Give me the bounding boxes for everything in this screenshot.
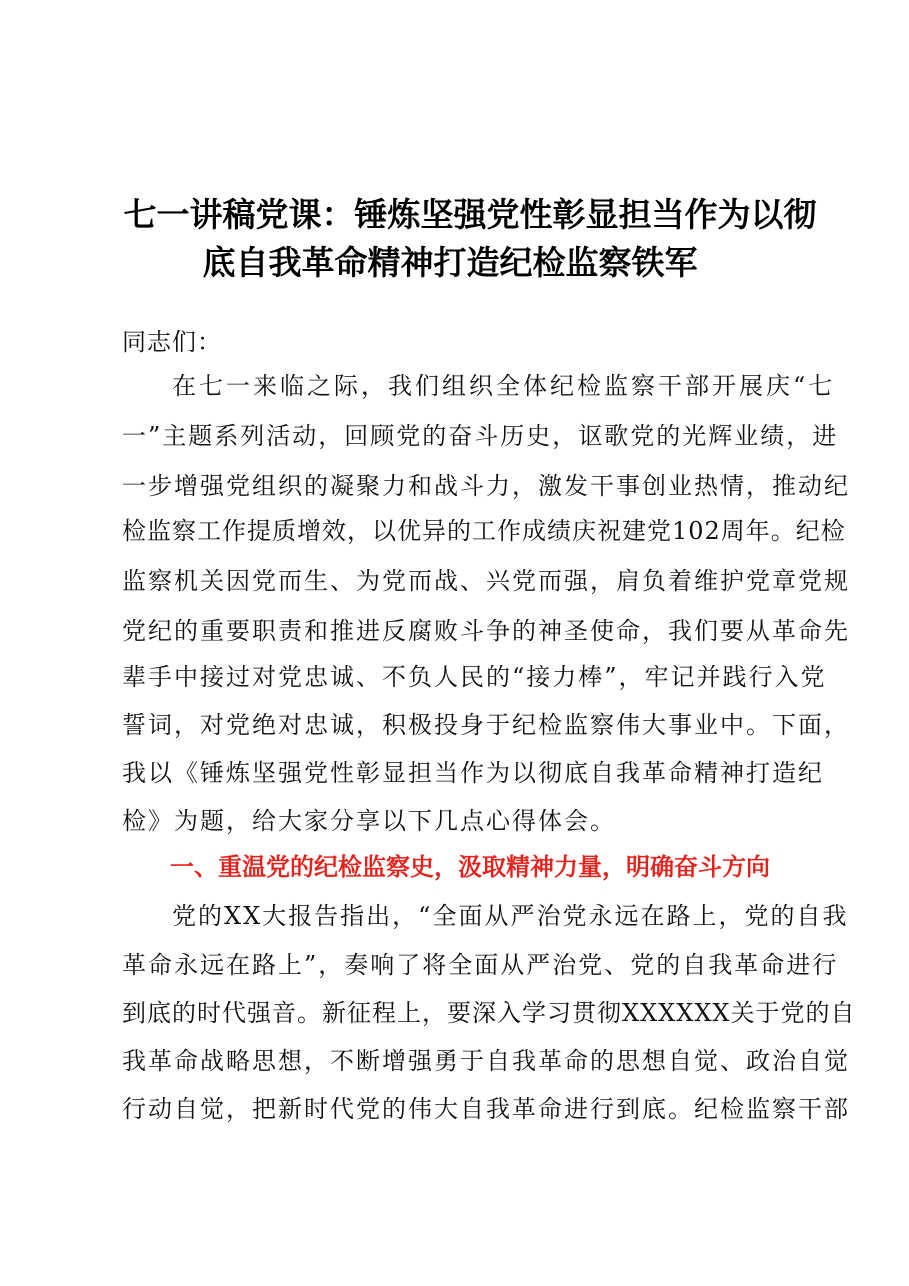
paragraph-2-line: 我革命战略思想，不断增强勇于自我革命的思想自觉、政治自觉 xyxy=(122,1047,850,1075)
paragraph-1-line: 监察机关因党而生、为党而战、兴党而强，肩负着维护党章党规 xyxy=(122,567,850,595)
paragraph-2-line: 革命永远在路上”，奏响了将全面从严治党、党的自我革命进行 xyxy=(122,951,839,979)
paragraph-1-line: 检》为题，给大家分享以下几点心得体会。 xyxy=(122,807,616,835)
paragraph-1-line: 我以《锤炼坚强党性彰显担当作为以彻底自我革命精神打造纪 xyxy=(122,759,824,787)
paragraph-2-line: 到底的时代强音。新征程上，要深入学习贯彻XXXXXX关于党的自 xyxy=(122,999,856,1027)
paragraph-1-line: 誓词，对党绝对忠诚，积极投身于纪检监察伟大事业中。下面， xyxy=(122,711,850,739)
paragraph-2-line: 行动自觉，把新时代党的伟大自我革命进行到底。纪检监察干部 xyxy=(122,1095,850,1123)
section-heading: 一、重温党的纪检监察史，汲取精神力量，明确奋斗方向 xyxy=(170,853,770,881)
paragraph-1-line: 一步增强党组织的凝聚力和战斗力，激发干事创业热情，推动纪 xyxy=(122,472,850,500)
document-title-line-2: 底自我革命精神打造纪检监察铁军 xyxy=(202,243,698,282)
paragraph-1-line: 检监察工作提质增效，以优异的工作成绩庆祝建党102周年。纪检 xyxy=(122,517,846,545)
greeting: 同志们： xyxy=(122,328,222,356)
paragraph-1-line: 在七一来临之际，我们组织全体纪检监察干部开展庆“七 xyxy=(172,372,836,400)
paragraph-2-line: 党的XX大报告指出，“全面从严治党永远在路上，党的自我 xyxy=(172,902,849,930)
paragraph-1-line: 一”主题系列活动，回顾党的奋斗历史，讴歌党的光辉业绩，进 xyxy=(122,422,839,450)
document-title-line-1: 七一讲稿党课：锤炼坚强党性彰显担当作为以彻 xyxy=(123,195,817,234)
paragraph-1-line: 辈手中接过对党忠诚、不负人民的“接力棒”，牢记并践行入党 xyxy=(122,663,827,691)
paragraph-1-line: 党纪的重要职责和推进反腐败斗争的神圣使命，我们要从革命先 xyxy=(122,617,850,645)
